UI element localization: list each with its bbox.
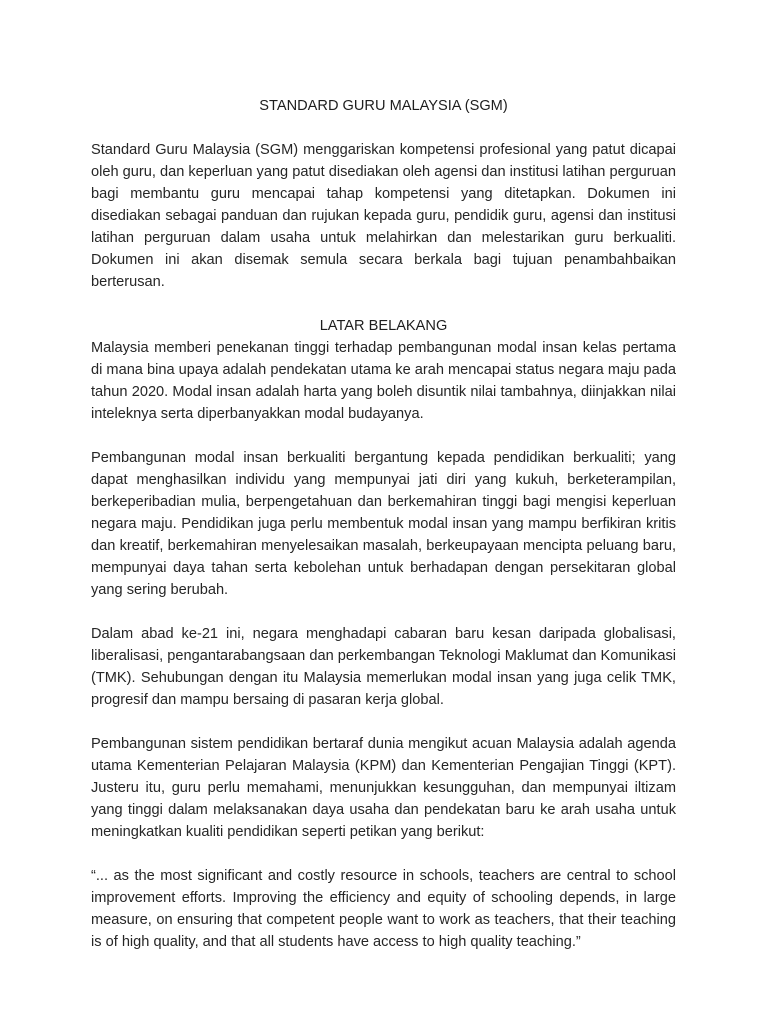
body-paragraph-3: Dalam abad ke-21 ini, negara menghadapi cabaran baru kesan daripada globalisasi, liberalisasi, pengantarabangsaan dan perkembangan Teknologi Maklumat dan Komunikasi (TMK). Sehubungan dengan itu Malaysia memerlukan modal insan yang juga celik TMK, progresif dan mampu bersaing di pasaran kerja global.: [91, 626, 676, 708]
section-heading-latar-belakang: LATAR BELAKANG: [319, 318, 448, 334]
intro-paragraph: Standard Guru Malaysia (SGM) menggariskan kompetensi profesional yang patut dicapai oleh guru, dan keperluan yang patut disediakan oleh agensi dan institusi latihan perguruan bagi membantu guru mencapai tahap kompetensi yang ditetapkan. Dokumen ini disediakan sebagai panduan dan rujukan kepada guru, pendidik guru, agensi dan institusi latihan perguruan dalam usaha untuk melahirkan dan melestarikan guru berkualiti. Dokumen ini akan disemak semula secara berkala bagi tujuan penambahbaikan berterusan.: [91, 142, 676, 290]
body-paragraph-4: Pembangunan sistem pendidikan bertaraf dunia mengikut acuan Malaysia adalah agenda utama Kementerian Pelajaran Malaysia (KPM) dan Kementerian Pengajian Tinggi (KPT). Justeru itu, guru perlu memahami, menunjukkan kesungguhan, dan mempunyai iltizam yang tinggi dalam melaksanakan daya usaha dan pendekatan baru ke arah usaha untuk meningkatkan kualiti pendidikan seperti petikan yang berikut:: [91, 736, 676, 840]
body-paragraph-2: Pembangunan modal insan berkualiti bergantung kepada pendidikan berkualiti; yang dapat menghasilkan individu yang mempunyai jati diri yang kukuh, berketerampilan, berkeperibadian mulia, berpengetahuan dan berkemahiran tinggi bagi mengisi keperluan negara maju. Pendidikan juga perlu membentuk modal insan yang mampu berfikiran kritis dan kreatif, berkemahiran menyelesaikan masalah, berkeupayaan mencipta peluang baru, mempunyai daya tahan serta kebolehan untuk berhadapan dengan persekitaran global yang sering berubah.: [91, 450, 676, 598]
body-paragraph-1: Malaysia memberi penekanan tinggi terhadap pembangunan modal insan kelas pertama di mana bina upaya adalah pendekatan utama ke arah mencapai status negara maju pada tahun 2020. Modal insan adalah harta yang boleh disuntik nilai tambahnya, diinjakkan nilai inteleknya serta diperbanyakkan modal budayanya.: [91, 340, 676, 422]
document-title: STANDARD GURU MALAYSIA (SGM): [259, 98, 508, 114]
quotation-paragraph: “... as the most significant and costly resource in schools, teachers are central to school improvement efforts. Improving the efficiency and equity of schooling depends, in large measure, on ensuring that competent people want to work as teachers, that their teaching is of high quality, and that all students have access to high quality teaching.”: [91, 868, 676, 950]
